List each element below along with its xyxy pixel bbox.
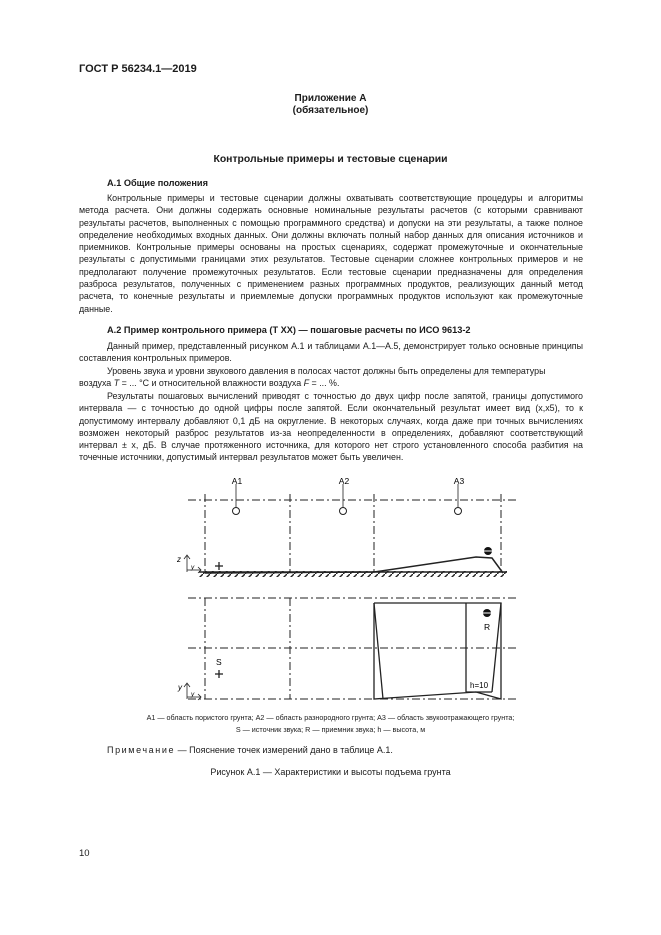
paragraph-text: Уровень звука и уровни звукового давления в полосах частот должны быть определены для температуры: [107, 366, 546, 376]
paragraph-text: Данный пример, представленный рисунком А.1 и таблицами А.1—А.5, демонстрирует только основные принципы составления контрольных примеров.: [79, 341, 583, 364]
source-position-cross: [215, 562, 223, 570]
height-label: h=10: [470, 681, 489, 690]
area-marker-a2: [340, 484, 347, 515]
ground-profile-figure: [0, 470, 661, 710]
y-axis-label: y: [178, 683, 182, 692]
page-number: 10: [79, 848, 90, 859]
area-marker-a3: [455, 484, 462, 515]
figure-note: [107, 745, 393, 755]
paragraph-a2-intro: [79, 340, 583, 365]
conditions-formula-line: [79, 377, 583, 389]
z-axis-label: z: [177, 555, 181, 564]
y-axis-sub-label: y: [191, 691, 195, 698]
formula-text-b: = ... °С и относительной влажности воздуха: [119, 378, 304, 389]
figure-legend-line-2: S — источник звука; R — приемник звука; h — высота, м: [235, 725, 426, 734]
appendix-status: (обязательное): [292, 105, 369, 116]
temperature-symbol: T: [113, 378, 120, 389]
formula-text-c: = ... %.: [309, 378, 340, 389]
area-marker-a1: [233, 484, 240, 515]
paragraph-a2-results: [79, 390, 583, 464]
paragraph-text: Контрольные примеры и тестовые сценарии должны охватывать соответствующие процедуры и алгоритмы метода расчета. Они должны содержать основные номинальные результаты расчетов (с которыми сравнивают результаты расчетов, выполненных с помощью программного средства) и допуски на эти результаты, а также полное определение необходимых входных данных. Они должны включать полный набор данных для описания источников и приемников. Контрольные примеры основаны на простых сценариях, содержат промежуточные и окончательные результаты с допустимыми границами этих результатов. Тестовые сценарии сложнее контрольных примеров и не предполагают получение промежуточных результатов. Если тестовые сценарии предназначены для определения разброса результатов, полученных с применением разных программных продуктов, реализующих данный метод расчета, то конечные результаты и приемлемые допуски программных продуктов используют как промежуточные данные.: [79, 193, 583, 314]
humidity-symbol: F: [303, 378, 310, 389]
paragraph-a1: [79, 192, 583, 315]
figure-legend-line-1: А1 — область пористого грунта; А2 — область разнородного грунта; А3 — область звукоотражающего грунта;: [146, 713, 515, 722]
area-label-a2: А2: [338, 476, 350, 486]
note-prefix: Примечание: [107, 745, 176, 755]
subsection-heading-a2: А.2 Пример контрольного примера (Т ХХ) — пошаговые расчеты по ИСО 9613-2: [107, 325, 471, 335]
terrain-elevation-line: [205, 557, 503, 573]
note-text: — Пояснение точек измерений дано в таблице А.1.: [175, 745, 393, 755]
paragraph-a2-conditions: [79, 365, 583, 390]
plan-view-frame: [188, 598, 516, 699]
subsection-heading-a1: А.1 Общие положения: [107, 178, 208, 188]
appendix-title: Приложение А: [294, 93, 367, 104]
section-title: Контрольные примеры и тестовые сценарии: [213, 154, 448, 165]
receiver-label: R: [484, 622, 491, 632]
formula-text-a: воздуха: [79, 378, 114, 389]
source-label: S: [216, 657, 222, 667]
z-axis-y-label: y: [191, 564, 195, 571]
top-view-frame: [188, 494, 516, 572]
area-label-a1: А1: [231, 476, 243, 486]
figure-caption: Рисунок А.1 — Характеристики и высоты подъема грунта: [210, 767, 451, 777]
source-marker-cross: [215, 670, 223, 678]
area-label-a3: А3: [453, 476, 465, 486]
paragraph-text: Результаты пошаговых вычислений приводят с точностью до двух цифр после запятой, границы допустимого интервала — с точностью до одной цифры после запятой. Если окончательный результат имеет вид (x,x5), то к допустимому интервалу добавляют 0,1 дБ на округление. В некоторых случаях, когда даже при точных вычислениях возможен некоторый разброс результатов из-за неопределенности в определениях, добавляют соответствующий интервал ± x, дБ. В случае протяженного источника, для которого нет строго установленного способа разбития на точечные источники, допустимый интервал результатов может быть увеличен.: [79, 391, 583, 463]
document-header: ГОСТ Р 56234.1—2019: [79, 63, 197, 75]
paragraph-a2-conditions-lines: [79, 365, 583, 377]
